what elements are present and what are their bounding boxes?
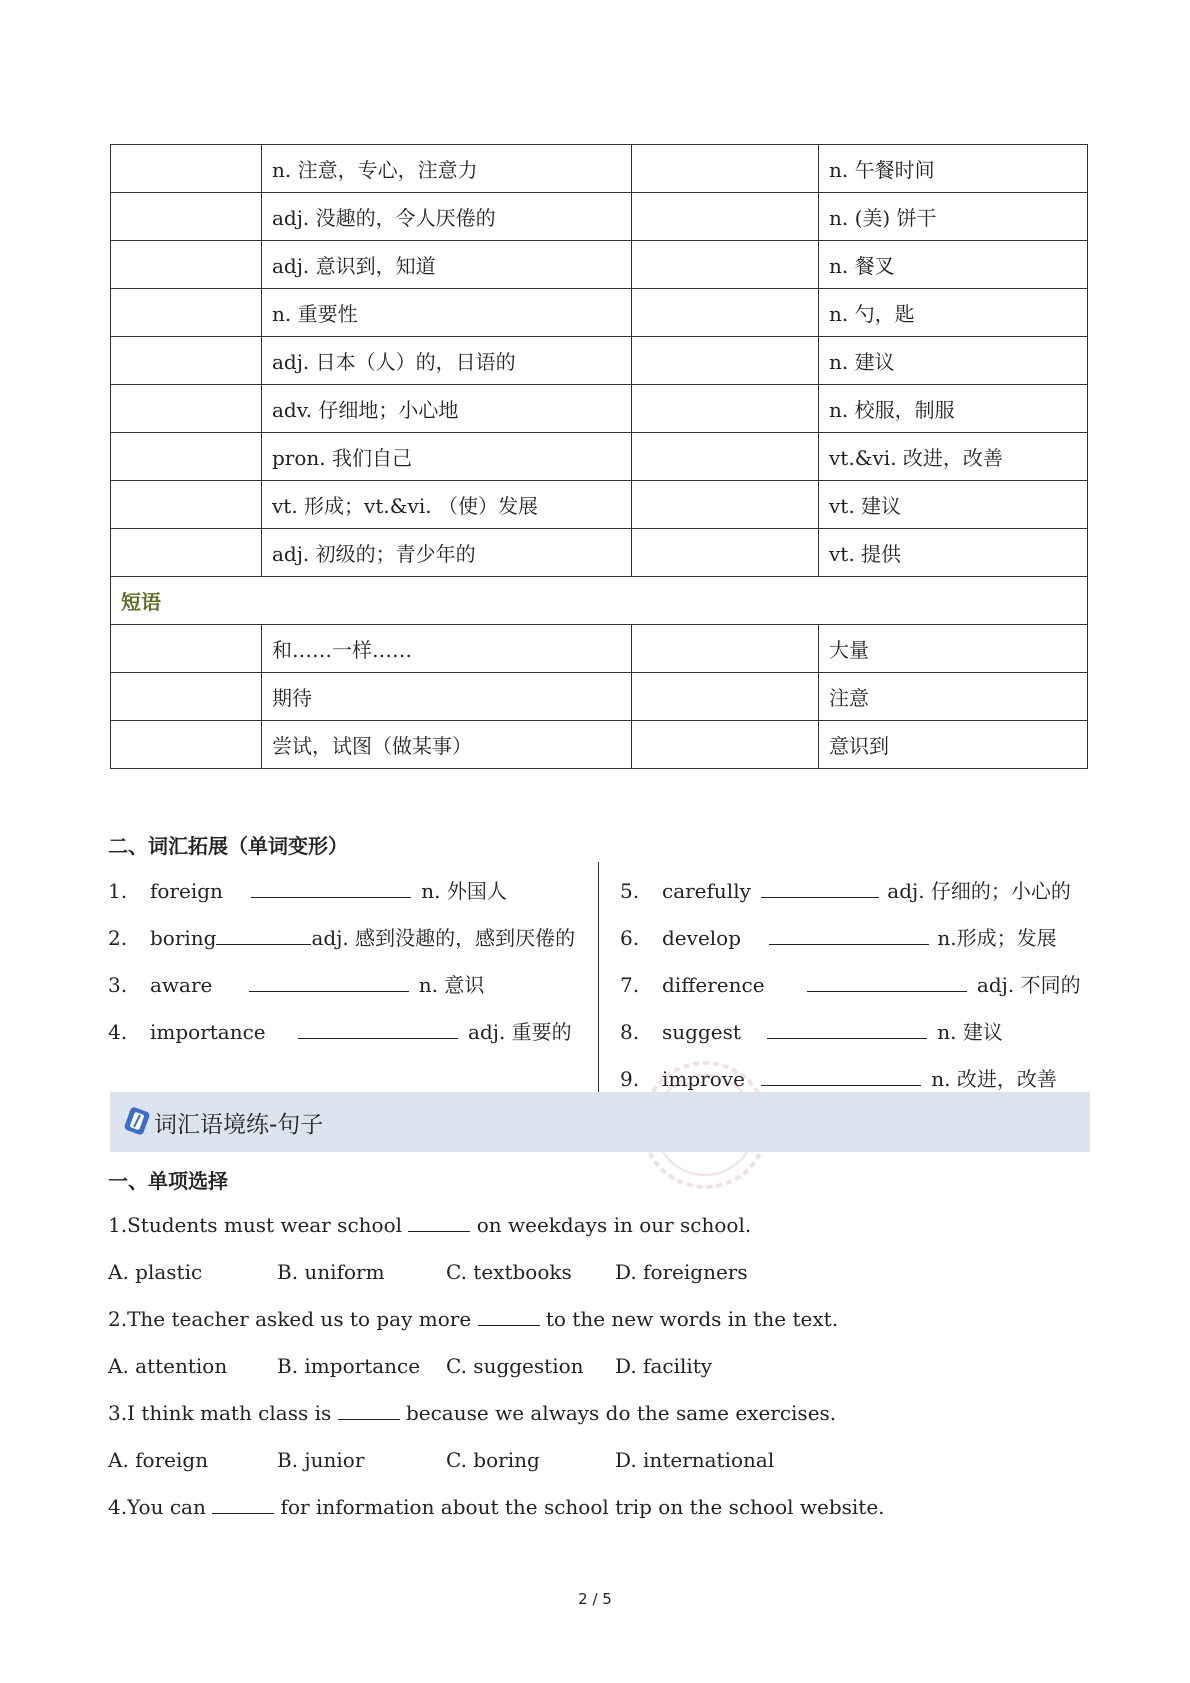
meaning-cell: 尝试，试图（做某事） bbox=[262, 721, 632, 769]
answer-cell[interactable] bbox=[111, 289, 262, 337]
answer-cell[interactable] bbox=[111, 337, 262, 385]
item-number: 2. bbox=[108, 926, 128, 950]
table-row bbox=[111, 145, 1088, 193]
expansion-item bbox=[620, 1019, 1003, 1045]
question-stem-end: because we always do the same exercises. bbox=[399, 1401, 837, 1425]
expansion-item bbox=[620, 972, 1081, 998]
answer-blank[interactable] bbox=[216, 926, 311, 945]
meaning-cell: vt. 建议 bbox=[819, 481, 1088, 529]
answer-cell[interactable] bbox=[632, 481, 819, 529]
answer-cell[interactable] bbox=[632, 145, 819, 193]
answer-blank[interactable] bbox=[298, 1020, 458, 1039]
answer-cell[interactable] bbox=[111, 721, 262, 769]
item-number: 9. bbox=[620, 1067, 640, 1091]
table-row bbox=[111, 289, 1088, 337]
answer-cell[interactable] bbox=[111, 433, 262, 481]
item-number: 4. bbox=[108, 1020, 128, 1044]
table-row bbox=[111, 625, 1088, 673]
answer-cell[interactable] bbox=[632, 529, 819, 577]
answer-cell[interactable] bbox=[111, 145, 262, 193]
answer-cell[interactable] bbox=[632, 193, 819, 241]
meaning-cell: n. 注意，专心，注意力 bbox=[262, 145, 632, 193]
question bbox=[108, 1306, 838, 1332]
meaning-cell: n. (美) 饼干 bbox=[819, 193, 1088, 241]
meaning-cell: adv. 仔细地；小心地 bbox=[262, 385, 632, 433]
meaning-cell: n. 勺，匙 bbox=[819, 289, 1088, 337]
item-word: foreign bbox=[150, 879, 223, 903]
vocabulary-table bbox=[110, 144, 1088, 769]
section-banner bbox=[110, 1092, 1090, 1152]
answer-blank[interactable] bbox=[251, 879, 411, 898]
item-word: aware bbox=[150, 973, 213, 997]
meaning-cell: 和……一样…… bbox=[262, 625, 632, 673]
question-stem: 1.Students must wear school bbox=[108, 1213, 409, 1237]
table-row bbox=[111, 529, 1088, 577]
question-stem: 4.You can bbox=[108, 1495, 213, 1519]
column-divider bbox=[598, 862, 599, 1092]
item-number: 6. bbox=[620, 926, 640, 950]
table-row bbox=[111, 337, 1088, 385]
item-target: n. 改进，改善 bbox=[931, 1067, 1057, 1091]
options-row bbox=[108, 1353, 784, 1379]
answer-cell[interactable] bbox=[632, 433, 819, 481]
answer-cell[interactable] bbox=[632, 673, 819, 721]
expansion-item bbox=[108, 925, 575, 951]
question bbox=[108, 1400, 836, 1426]
meaning-cell: 意识到 bbox=[819, 721, 1088, 769]
item-number: 8. bbox=[620, 1020, 640, 1044]
table-row bbox=[111, 241, 1088, 289]
item-word: improve bbox=[662, 1067, 745, 1091]
answer-blank[interactable] bbox=[761, 879, 879, 898]
answer-blank[interactable] bbox=[338, 1401, 400, 1420]
options-row bbox=[108, 1259, 784, 1285]
table-row bbox=[111, 721, 1088, 769]
option[interactable]: C. textbooks bbox=[446, 1260, 572, 1284]
item-number: 3. bbox=[108, 973, 128, 997]
answer-cell[interactable] bbox=[111, 529, 262, 577]
answer-blank[interactable] bbox=[478, 1307, 540, 1326]
meaning-cell: adj. 意识到，知道 bbox=[262, 241, 632, 289]
phrases-heading: 短语 bbox=[111, 577, 1088, 625]
question-stem-end: on weekdays in our school. bbox=[470, 1213, 752, 1237]
option[interactable]: C. suggestion bbox=[446, 1354, 584, 1378]
item-word: boring bbox=[150, 926, 217, 950]
table-row bbox=[111, 673, 1088, 721]
meaning-cell: n. 建议 bbox=[819, 337, 1088, 385]
option[interactable]: B. junior bbox=[277, 1448, 365, 1472]
item-number: 7. bbox=[620, 973, 640, 997]
meaning-cell: n. 餐叉 bbox=[819, 241, 1088, 289]
answer-cell[interactable] bbox=[111, 193, 262, 241]
question bbox=[108, 1212, 751, 1238]
expansion-item bbox=[108, 1019, 572, 1045]
item-target: adj. 仔细的；小心的 bbox=[887, 879, 1071, 903]
expansion-item bbox=[108, 878, 507, 904]
answer-cell[interactable] bbox=[111, 241, 262, 289]
item-target: n. 意识 bbox=[418, 973, 485, 997]
item-word: carefully bbox=[662, 879, 751, 903]
choice-heading: 一、单项选择 bbox=[108, 1169, 228, 1193]
answer-cell[interactable] bbox=[632, 385, 819, 433]
item-number: 1. bbox=[108, 879, 128, 903]
option[interactable]: D. foreigners bbox=[615, 1260, 748, 1284]
answer-cell[interactable] bbox=[111, 673, 262, 721]
table-row bbox=[111, 481, 1088, 529]
meaning-cell: 大量 bbox=[819, 625, 1088, 673]
option[interactable]: A. foreign bbox=[108, 1448, 209, 1472]
option[interactable]: B. uniform bbox=[277, 1260, 385, 1284]
item-target: adj. 感到没趣的，感到厌倦的 bbox=[311, 926, 576, 950]
option[interactable]: C. boring bbox=[446, 1448, 540, 1472]
answer-blank[interactable] bbox=[761, 1067, 921, 1086]
question-stem: 3.I think math class is bbox=[108, 1401, 338, 1425]
meaning-cell: n. 重要性 bbox=[262, 289, 632, 337]
table-row bbox=[111, 193, 1088, 241]
pencil-icon bbox=[124, 1106, 150, 1136]
item-target: n. 外国人 bbox=[421, 879, 507, 903]
option[interactable]: B. importance bbox=[277, 1354, 421, 1378]
meaning-cell: adj. 初级的；青少年的 bbox=[262, 529, 632, 577]
meaning-cell: n. 午餐时间 bbox=[819, 145, 1088, 193]
option[interactable]: D. international bbox=[615, 1448, 775, 1472]
answer-cell[interactable] bbox=[111, 481, 262, 529]
option[interactable]: A. plastic bbox=[108, 1260, 203, 1284]
meaning-cell: 期待 bbox=[262, 673, 632, 721]
table-row bbox=[111, 385, 1088, 433]
options-row bbox=[108, 1447, 784, 1473]
answer-blank[interactable] bbox=[212, 1495, 274, 1514]
item-target: n. 建议 bbox=[937, 1020, 1003, 1044]
meaning-cell: vt.&vi. 改进，改善 bbox=[819, 433, 1088, 481]
page-number: 2 / 5 bbox=[578, 1590, 612, 1608]
expansion-item bbox=[620, 878, 1071, 904]
answer-cell[interactable] bbox=[632, 337, 819, 385]
answer-cell[interactable] bbox=[111, 385, 262, 433]
table-row bbox=[111, 433, 1088, 481]
item-word: importance bbox=[150, 1020, 266, 1044]
answer-cell[interactable] bbox=[632, 241, 819, 289]
meaning-cell: 注意 bbox=[819, 673, 1088, 721]
question-stem-end: for information about the school trip on the school website. bbox=[274, 1495, 885, 1519]
question-stem-end: to the new words in the text. bbox=[539, 1307, 839, 1331]
answer-cell[interactable] bbox=[632, 625, 819, 673]
meaning-cell: adj. 没趣的，令人厌倦的 bbox=[262, 193, 632, 241]
phrases-section-row bbox=[111, 577, 1088, 625]
option[interactable]: A. attention bbox=[108, 1354, 228, 1378]
item-target: n.形成；发展 bbox=[937, 926, 1057, 950]
meaning-cell: vt. 形成；vt.&vi. （使）发展 bbox=[262, 481, 632, 529]
answer-blank[interactable] bbox=[408, 1213, 470, 1232]
answer-blank[interactable] bbox=[769, 926, 929, 945]
expansion-item bbox=[108, 972, 484, 998]
question-stem: 2.The teacher asked us to pay more bbox=[108, 1307, 478, 1331]
banner-title: 词汇语境练-句子 bbox=[154, 1112, 324, 1138]
answer-blank[interactable] bbox=[807, 973, 967, 992]
answer-blank[interactable] bbox=[249, 973, 409, 992]
answer-cell[interactable] bbox=[632, 289, 819, 337]
item-target: adj. 重要的 bbox=[468, 1020, 572, 1044]
meaning-cell: adj. 日本（人）的，日语的 bbox=[262, 337, 632, 385]
item-word: difference bbox=[662, 973, 765, 997]
meaning-cell: pron. 我们自己 bbox=[262, 433, 632, 481]
expansion-heading: 二、词汇拓展（单词变形） bbox=[108, 834, 348, 858]
item-word: develop bbox=[662, 926, 742, 950]
answer-cell[interactable] bbox=[111, 625, 262, 673]
item-number: 5. bbox=[620, 879, 640, 903]
question bbox=[108, 1494, 885, 1520]
meaning-cell: n. 校服，制服 bbox=[819, 385, 1088, 433]
expansion-item bbox=[620, 925, 1057, 951]
meaning-cell: vt. 提供 bbox=[819, 529, 1088, 577]
item-target: adj. 不同的 bbox=[976, 973, 1081, 997]
answer-cell[interactable] bbox=[632, 721, 819, 769]
answer-blank[interactable] bbox=[767, 1020, 927, 1039]
option[interactable]: D. facility bbox=[615, 1354, 713, 1378]
item-word: suggest bbox=[662, 1020, 741, 1044]
